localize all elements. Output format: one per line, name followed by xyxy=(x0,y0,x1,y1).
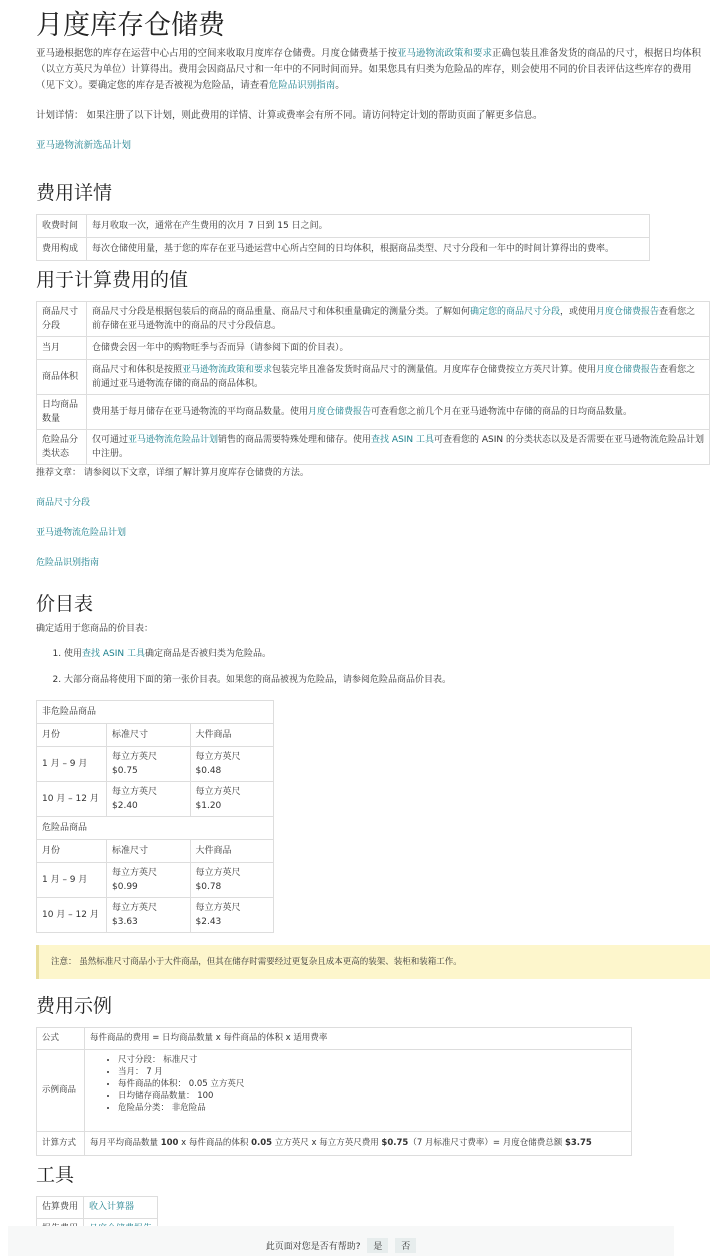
cell: 每立方英尺 $0.99 xyxy=(107,862,191,897)
row-value xyxy=(87,430,710,465)
price-list-heading: 价目表 xyxy=(36,593,94,615)
row-value xyxy=(87,360,710,395)
table-row xyxy=(37,862,274,897)
table-row xyxy=(37,1049,632,1131)
row-label: 费用构成 xyxy=(37,238,87,261)
text: $0.75 xyxy=(381,1138,409,1149)
row-value: 每件商品的费用 = 日均商品数量 x 每件商品的体积 x 适用费率 xyxy=(85,1027,632,1049)
row-value: 每月收取一次，通常在产生费用的次月 7 日到 15 日之间。 xyxy=(87,215,650,238)
feedback-no-button[interactable]: 否 xyxy=(395,1238,416,1253)
row-label: 当月 xyxy=(37,337,87,360)
dangerous-goods-guide-article-link[interactable]: 危险品识别指南 xyxy=(36,558,100,568)
cell: 10 月 – 12 月 xyxy=(37,897,107,932)
cell: 每立方英尺 $1.20 xyxy=(190,781,274,816)
list-item xyxy=(64,673,720,687)
row-value xyxy=(85,1049,632,1131)
text: 使用 xyxy=(64,649,83,659)
text: 可查看您之前几个月在亚马逊物流中存储的商品的日均商品数量。 xyxy=(371,407,633,417)
storage-report-link[interactable]: 月度仓储费报告 xyxy=(596,365,660,375)
text: 包装完毕且准备发货时商品尺寸的测量值。月度库存仓储费按立方英尺计算。使用 xyxy=(272,365,597,375)
table-row xyxy=(37,360,710,395)
row-value xyxy=(85,1131,632,1155)
text: 0.05 xyxy=(251,1138,273,1149)
text: ，或使用 xyxy=(560,307,597,317)
example-table xyxy=(36,1027,632,1156)
fee-details-heading: 费用详情 xyxy=(36,182,113,204)
price-list-steps xyxy=(36,647,720,688)
storage-report-link[interactable]: 月度仓储费报告 xyxy=(596,307,660,317)
text: 商品尺寸分段是根据包装后的商品的商品重量、商品尺寸和体积重量确定的测量分类。了解如何 xyxy=(92,307,471,317)
cell: 1 月 – 9 月 xyxy=(37,862,107,897)
find-asin-tool-link[interactable]: 查找 ASIN 工具 xyxy=(82,649,145,659)
fee-details-table xyxy=(36,214,650,261)
size-tier-article-link[interactable]: 商品尺寸分段 xyxy=(36,498,91,508)
list-item xyxy=(64,647,720,661)
tools-heading: 工具 xyxy=(36,1163,75,1186)
table-section-row xyxy=(37,816,274,839)
cell: 每立方英尺 $2.43 xyxy=(190,897,274,932)
text: 仅可通过 xyxy=(92,435,129,445)
row-label: 收费时间 xyxy=(37,215,87,238)
price-list-intro: 确定适用于您商品的价目表： xyxy=(36,624,154,634)
intro-paragraph xyxy=(36,46,708,94)
table-row xyxy=(37,1027,632,1049)
cell: 每立方英尺 $0.78 xyxy=(190,862,274,897)
list-item: • 当月： 7 月 xyxy=(118,1066,626,1078)
column-header: 标准尺寸 xyxy=(107,839,191,862)
storage-report-link[interactable]: 月度仓储费报告 xyxy=(308,407,372,417)
table-row xyxy=(37,238,650,261)
recommended-articles: 推荐文章： 请参阅以下文章，详细了解计算月度库存仓储费的方法。 xyxy=(36,468,309,478)
cell: 1 月 – 9 月 xyxy=(37,746,107,781)
table-header-row xyxy=(37,839,274,862)
size-tier-link[interactable]: 确定您的商品尺寸分段 xyxy=(470,307,561,317)
table-row xyxy=(37,1131,632,1155)
revenue-calculator-link[interactable]: 收入计算器 xyxy=(89,1202,135,1213)
text: 确定商品是否被归类为危险品。 xyxy=(145,649,272,659)
row-value xyxy=(84,1196,158,1218)
list-item: • 危险品分类： 非危险品 xyxy=(118,1102,626,1114)
text: 100 xyxy=(160,1138,179,1149)
dangerous-goods-program-link[interactable]: 亚马逊物流危险品计划 xyxy=(128,435,219,445)
new-selection-plan-link[interactable]: 亚马逊物流新选品计划 xyxy=(36,140,132,151)
row-label: 估算费用 xyxy=(37,1196,84,1218)
row-label: 示例商品 xyxy=(37,1049,85,1131)
column-header: 月份 xyxy=(37,839,107,862)
text: 商品尺寸和体积是按照 xyxy=(92,365,183,375)
column-header: 标准尺寸 xyxy=(107,723,191,746)
row-label: 商品尺寸分段 xyxy=(37,302,87,337)
table-row xyxy=(37,215,650,238)
table-row xyxy=(37,746,274,781)
values-heading: 用于计算费用的值 xyxy=(36,269,189,291)
dangerous-goods-guide-link[interactable]: 危险品识别指南 xyxy=(268,80,336,91)
intro-text: 。 xyxy=(335,80,345,91)
cell: 每立方英尺 $3.63 xyxy=(107,897,191,932)
list-item: • 每件商品的体积： 0.05 立方英尺 xyxy=(118,1078,626,1090)
dangerous-goods-program-article-link[interactable]: 亚马逊物流危险品计划 xyxy=(36,528,127,538)
section-title: 危险品商品 xyxy=(37,816,274,839)
row-value xyxy=(87,302,710,337)
text: 查看您之前存储在亚马逊物流中的商品的尺寸分段信息。 xyxy=(92,307,696,331)
feedback-bar xyxy=(8,1226,674,1256)
intro-text: 正确包装且准备发货的商品的尺寸，根据日均体积（以立方英尺为单位）计算得出。费用会因商品尺寸和一年中的不同时间而异。如果您具有归类为危险品的库存，则会使用不同的价目表评估这些库存的费用（见下文）。要确定您的库存是否被视为危险品，请查看 xyxy=(36,48,702,91)
fba-policy-link[interactable]: 亚马逊物流政策和要求 xyxy=(182,365,273,375)
cell: 每立方英尺 $0.75 xyxy=(107,746,191,781)
row-label: 计算方式 xyxy=(37,1131,85,1155)
text: 每月平均商品数量 xyxy=(90,1138,161,1149)
text: x 每件商品的体积 xyxy=(178,1138,252,1149)
column-header: 大件商品 xyxy=(190,839,274,862)
table-section-row xyxy=(37,700,274,723)
table-row xyxy=(37,430,710,465)
column-header: 大件商品 xyxy=(190,723,274,746)
price-table xyxy=(36,700,274,933)
row-label: 公式 xyxy=(37,1027,85,1049)
table-row xyxy=(37,395,710,430)
plan-details: 计划详情： 如果注册了以下计划，则此费用的详情、计算或费率会有所不同。请访问特定计划的帮助页面了解更多信息。 xyxy=(36,110,543,121)
text: （7 月标准尺寸费率）= 月度仓储费总额 xyxy=(408,1138,565,1149)
text: 销售的商品需要特殊处理和储存。使用 xyxy=(218,435,372,445)
cell: 每立方英尺 $0.48 xyxy=(190,746,274,781)
table-row xyxy=(37,897,274,932)
row-value: 每次仓储使用量，基于您的库存在亚马逊运营中心所占空间的日均体积，根据商品类型、尺寸分段和一年中的时间计算得出的费率。 xyxy=(87,238,650,261)
row-label: 危险品分类状态 xyxy=(37,430,87,465)
list-item: • 日均储存商品数量： 100 xyxy=(118,1090,626,1102)
text: 费用基于每月储存在亚马逊物流的平均商品数量。使用 xyxy=(92,407,309,417)
find-asin-tool-link[interactable]: 查找 ASIN 工具 xyxy=(371,435,435,445)
page-title: 月度库存仓储费 xyxy=(36,10,225,41)
text: 可查看您的 ASIN 的分类状态以及是否需要在亚马逊物流危险品计划中注册。 xyxy=(92,435,705,459)
example-heading: 费用示例 xyxy=(36,994,113,1017)
row-value: 仓储费会因一年中的购物旺季与否而异（请参阅下面的价目表）。 xyxy=(87,337,710,360)
text: 立方英尺 x 每立方英尺费用 xyxy=(272,1138,382,1149)
fba-policy-link[interactable]: 亚马逊物流政策和要求 xyxy=(397,48,493,59)
section-title: 非危险品商品 xyxy=(37,700,274,723)
table-header-row xyxy=(37,723,274,746)
intro-text: 亚马逊根据您的库存在运营中心占用的空间来收取月度库存仓储费。月度仓储费基于按 xyxy=(36,48,398,59)
text: 大部分商品将使用下面的第一张价目表。如果您的商品被视为危险品，请参阅危险品商品价目表。 xyxy=(64,675,452,686)
feedback-question: 此页面对您是否有帮助? xyxy=(265,1242,361,1252)
table-row xyxy=(37,1196,158,1218)
row-value xyxy=(87,395,710,430)
table-row xyxy=(37,781,274,816)
cell: 每立方英尺 $2.40 xyxy=(107,781,191,816)
values-table xyxy=(36,301,710,465)
cell: 10 月 – 12 月 xyxy=(37,781,107,816)
sample-list xyxy=(90,1054,626,1114)
feedback-yes-button[interactable]: 是 xyxy=(367,1238,388,1253)
row-label: 商品体积 xyxy=(37,360,87,395)
table-row xyxy=(37,302,710,337)
text: $3.75 xyxy=(564,1138,592,1149)
column-header: 月份 xyxy=(37,723,107,746)
text: 查看您之前通过亚马逊物流存储的商品的商品体积。 xyxy=(92,365,696,389)
notice-box: 注意： 虽然标准尺寸商品小于大件商品，但其在储存时需要经过更复杂且成本更高的装架、装柜和装箱工作。 xyxy=(36,945,710,979)
row-label: 日均商品数量 xyxy=(37,395,87,430)
table-row xyxy=(37,337,710,360)
list-item: • 尺寸分段： 标准尺寸 xyxy=(118,1054,626,1066)
